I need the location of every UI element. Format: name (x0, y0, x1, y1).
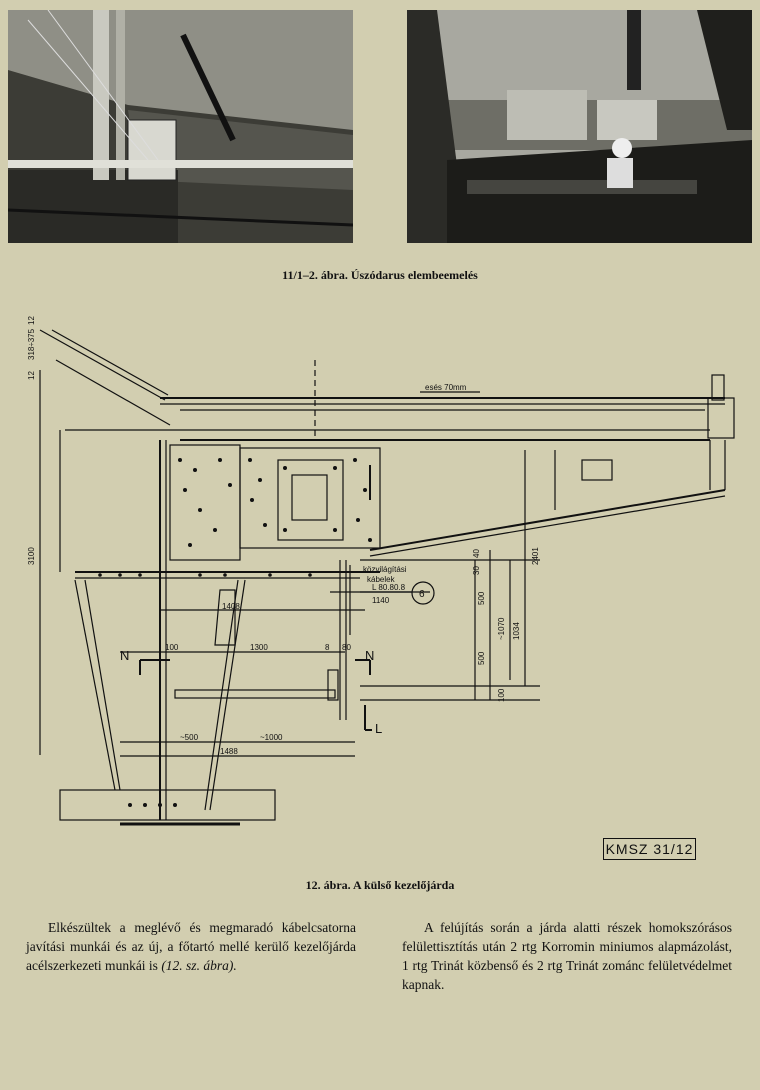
drawing-caption: 12. ábra. A külső kezelőjárda (305, 878, 455, 892)
photo-floating-crane-left (8, 10, 353, 243)
slope-note: esés 70mm (425, 383, 467, 392)
drawing-stamp: KMSZ 31/12 (603, 838, 696, 860)
cable-label-1: közvilágítási (363, 565, 407, 574)
body-text-left (26, 918, 356, 975)
dim-top-318: 318÷375 (27, 328, 36, 360)
cable-label-2: kábelek (367, 575, 395, 584)
dim-3100: 3100 (27, 547, 36, 565)
section-mark-n-right: N (365, 648, 375, 663)
dim-v500a: 500 (477, 591, 486, 605)
dim-v500b: 500 (477, 651, 486, 665)
dim-1140: 1140 (372, 596, 390, 605)
walkway-section-drawing (20, 300, 750, 870)
dim-1034: 1034 (512, 622, 521, 640)
dim-v40: 40 (472, 549, 481, 558)
photo-caption: 11/1–2. ábra. Úszódarus elembeemelés (282, 268, 478, 282)
profile-label: L 80.80.8 (372, 583, 406, 592)
dim-v30: 30 (472, 566, 481, 575)
section-mark-l: L (375, 721, 383, 736)
dim-1408: 1408 (222, 602, 240, 611)
dim-80: 80 (342, 643, 351, 652)
body-text-right-main: A felújítás során a járda alatti részek homokszórásos felülettisztítás után 2 rtg Korromin miniumos alapmázolást, 1 rtg Trinát közbenső és 2 rtg Trinát zománc felületvédelmet kapnak. (402, 920, 732, 992)
figure-reference: (12. sz. ábra). (161, 958, 237, 973)
dim-500: ~500 (180, 733, 199, 742)
dim-top-12a: 12 (27, 371, 36, 380)
photo-floating-crane-right (407, 10, 752, 243)
dim-100: 100 (165, 643, 179, 652)
body-text-right (402, 918, 732, 994)
dim-1000: ~1000 (260, 733, 283, 742)
body-text-left-main: Elkészültek a meglévő és megmaradó kábelcsatorna javítási munkái és az új, a főtartó mellé kerülő kezelőjárda acélszerkezeti munkái is (26, 920, 356, 973)
section-mark-n-left: N (120, 648, 130, 663)
dim-1488: 1488 (220, 747, 238, 756)
callout-number: 6 (419, 589, 425, 600)
dim-8: 8 (325, 643, 330, 652)
dim-top-12b: 12 (27, 316, 36, 325)
dim-v100: 100 (497, 688, 506, 702)
dim-1300: 1300 (250, 643, 268, 652)
dim-1070: ~1070 (497, 617, 506, 640)
dim-2401: 2401 (531, 547, 540, 565)
